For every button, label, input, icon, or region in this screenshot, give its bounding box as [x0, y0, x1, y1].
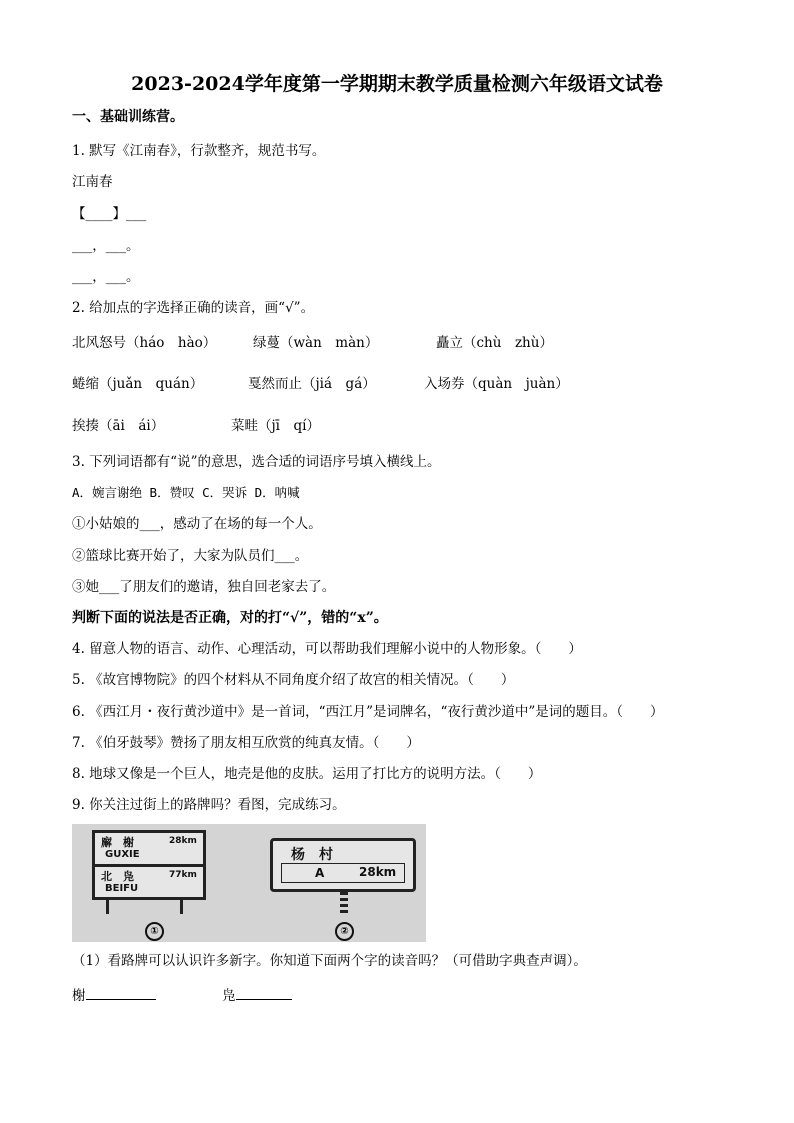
sign2-post	[340, 892, 348, 914]
pinyin-item: 菜畦（jī qí）	[231, 418, 320, 434]
q3-prompt: 3. 下列词语都有“说”的意思，选合适的词语序号填入横线上。	[72, 454, 441, 470]
poem-author-blank: 【____】___	[72, 206, 147, 222]
q3-options: A．婉言谢绝 B．赞叹 C．哭诉 D．呐喊	[72, 485, 300, 500]
pinyin-item: 挨揍（āi ái）	[72, 418, 165, 434]
judge-item: 6. 《西江月・夜行黄沙道中》是一首词，“西江月”是词牌名，“夜行黄沙道中”是词的题目。（ ）	[72, 704, 664, 720]
sign1-bottom-pinyin: BEIFU	[105, 883, 139, 894]
q3-sentence-3: ③她___了朋友们的邀请，独自回老家去了。	[72, 579, 336, 595]
fill-blank-1	[72, 986, 156, 1005]
judge-item: 4. 留意人物的语言、动作、心理活动，可以帮助我们理解小说中的人物形象。（ ）	[72, 641, 582, 657]
road-sign-2	[270, 838, 416, 892]
poem-line-1: ___，___。	[72, 238, 140, 254]
figure-label-1: ①	[145, 922, 164, 941]
sign1-post	[180, 900, 183, 914]
q9-sub1: （1）看路牌可以认识许多新字。你知道下面两个字的读音吗？（可借助字典查声调）。	[72, 953, 587, 969]
q1-prompt: 1. 默写《江南春》，行款整齐，规范书写。	[72, 143, 326, 159]
char-label: 凫	[222, 988, 236, 1004]
road-sign-1	[92, 830, 206, 900]
sign1-top-name: 廨 榭	[101, 836, 134, 849]
q3-sentence-2: ②篮球比赛开始了，大家为队员们___。	[72, 548, 309, 564]
poem-title: 江南春	[72, 174, 113, 190]
figure-label-2: ②	[335, 922, 354, 941]
pinyin-item: 矗立（chù zhù）	[436, 335, 553, 351]
pinyin-item: 戛然而止（jiá gá）	[248, 376, 376, 392]
q3-sentence-1: ①小姑娘的___，感动了在场的每一个人。	[72, 516, 322, 532]
char-label: 榭	[72, 988, 86, 1004]
sign2-letter: A	[315, 866, 325, 880]
fill-blank-2	[222, 986, 292, 1005]
road-sign-figure	[72, 824, 426, 942]
sign1-post	[106, 900, 109, 914]
judge-heading: 判断下面的说法是否正确，对的打“√”，错的“x”。	[72, 610, 388, 626]
answer-blank[interactable]	[236, 986, 292, 1000]
sign1-bottom-name: 北 凫	[101, 870, 134, 883]
sign2-name: 杨 村	[291, 847, 333, 863]
sign1-bottom-distance: 77km	[169, 870, 197, 880]
answer-blank[interactable]	[86, 986, 156, 1000]
sign1-top-distance: 28km	[169, 836, 197, 846]
pinyin-item: 入场券（quàn juàn）	[424, 376, 569, 392]
section-heading: 一、基础训练营。	[72, 109, 184, 125]
judge-item: 8. 地球又像是一个巨人，地壳是他的皮肤。运用了打比方的说明方法。（ ）	[72, 766, 542, 782]
q2-prompt: 2. 给加点的字选择正确的读音，画“√”。	[72, 300, 315, 316]
q9-prompt: 9. 你关注过街上的路牌吗？看图，完成练习。	[72, 797, 346, 813]
judge-item: 5. 《故宫博物院》的四个材料从不同角度介绍了故宫的相关情况。（ ）	[72, 672, 515, 688]
pinyin-item: 蜷缩（juǎn quán）	[72, 376, 204, 392]
sign1-top-pinyin: GUXIE	[105, 849, 140, 860]
pinyin-item: 绿蔓（wàn màn）	[253, 335, 379, 351]
exam-title: 2023-2024学年度第一学期期末教学质量检测六年级语文试卷	[131, 73, 663, 95]
sign2-distance: 28km	[359, 865, 397, 879]
judge-item: 7. 《伯牙鼓琴》赞扬了朋友相互欣赏的纯真友情。（ ）	[72, 735, 420, 751]
pinyin-item: 北风怒号（háo hào）	[72, 335, 217, 351]
poem-line-2: ___，___。	[72, 269, 140, 285]
